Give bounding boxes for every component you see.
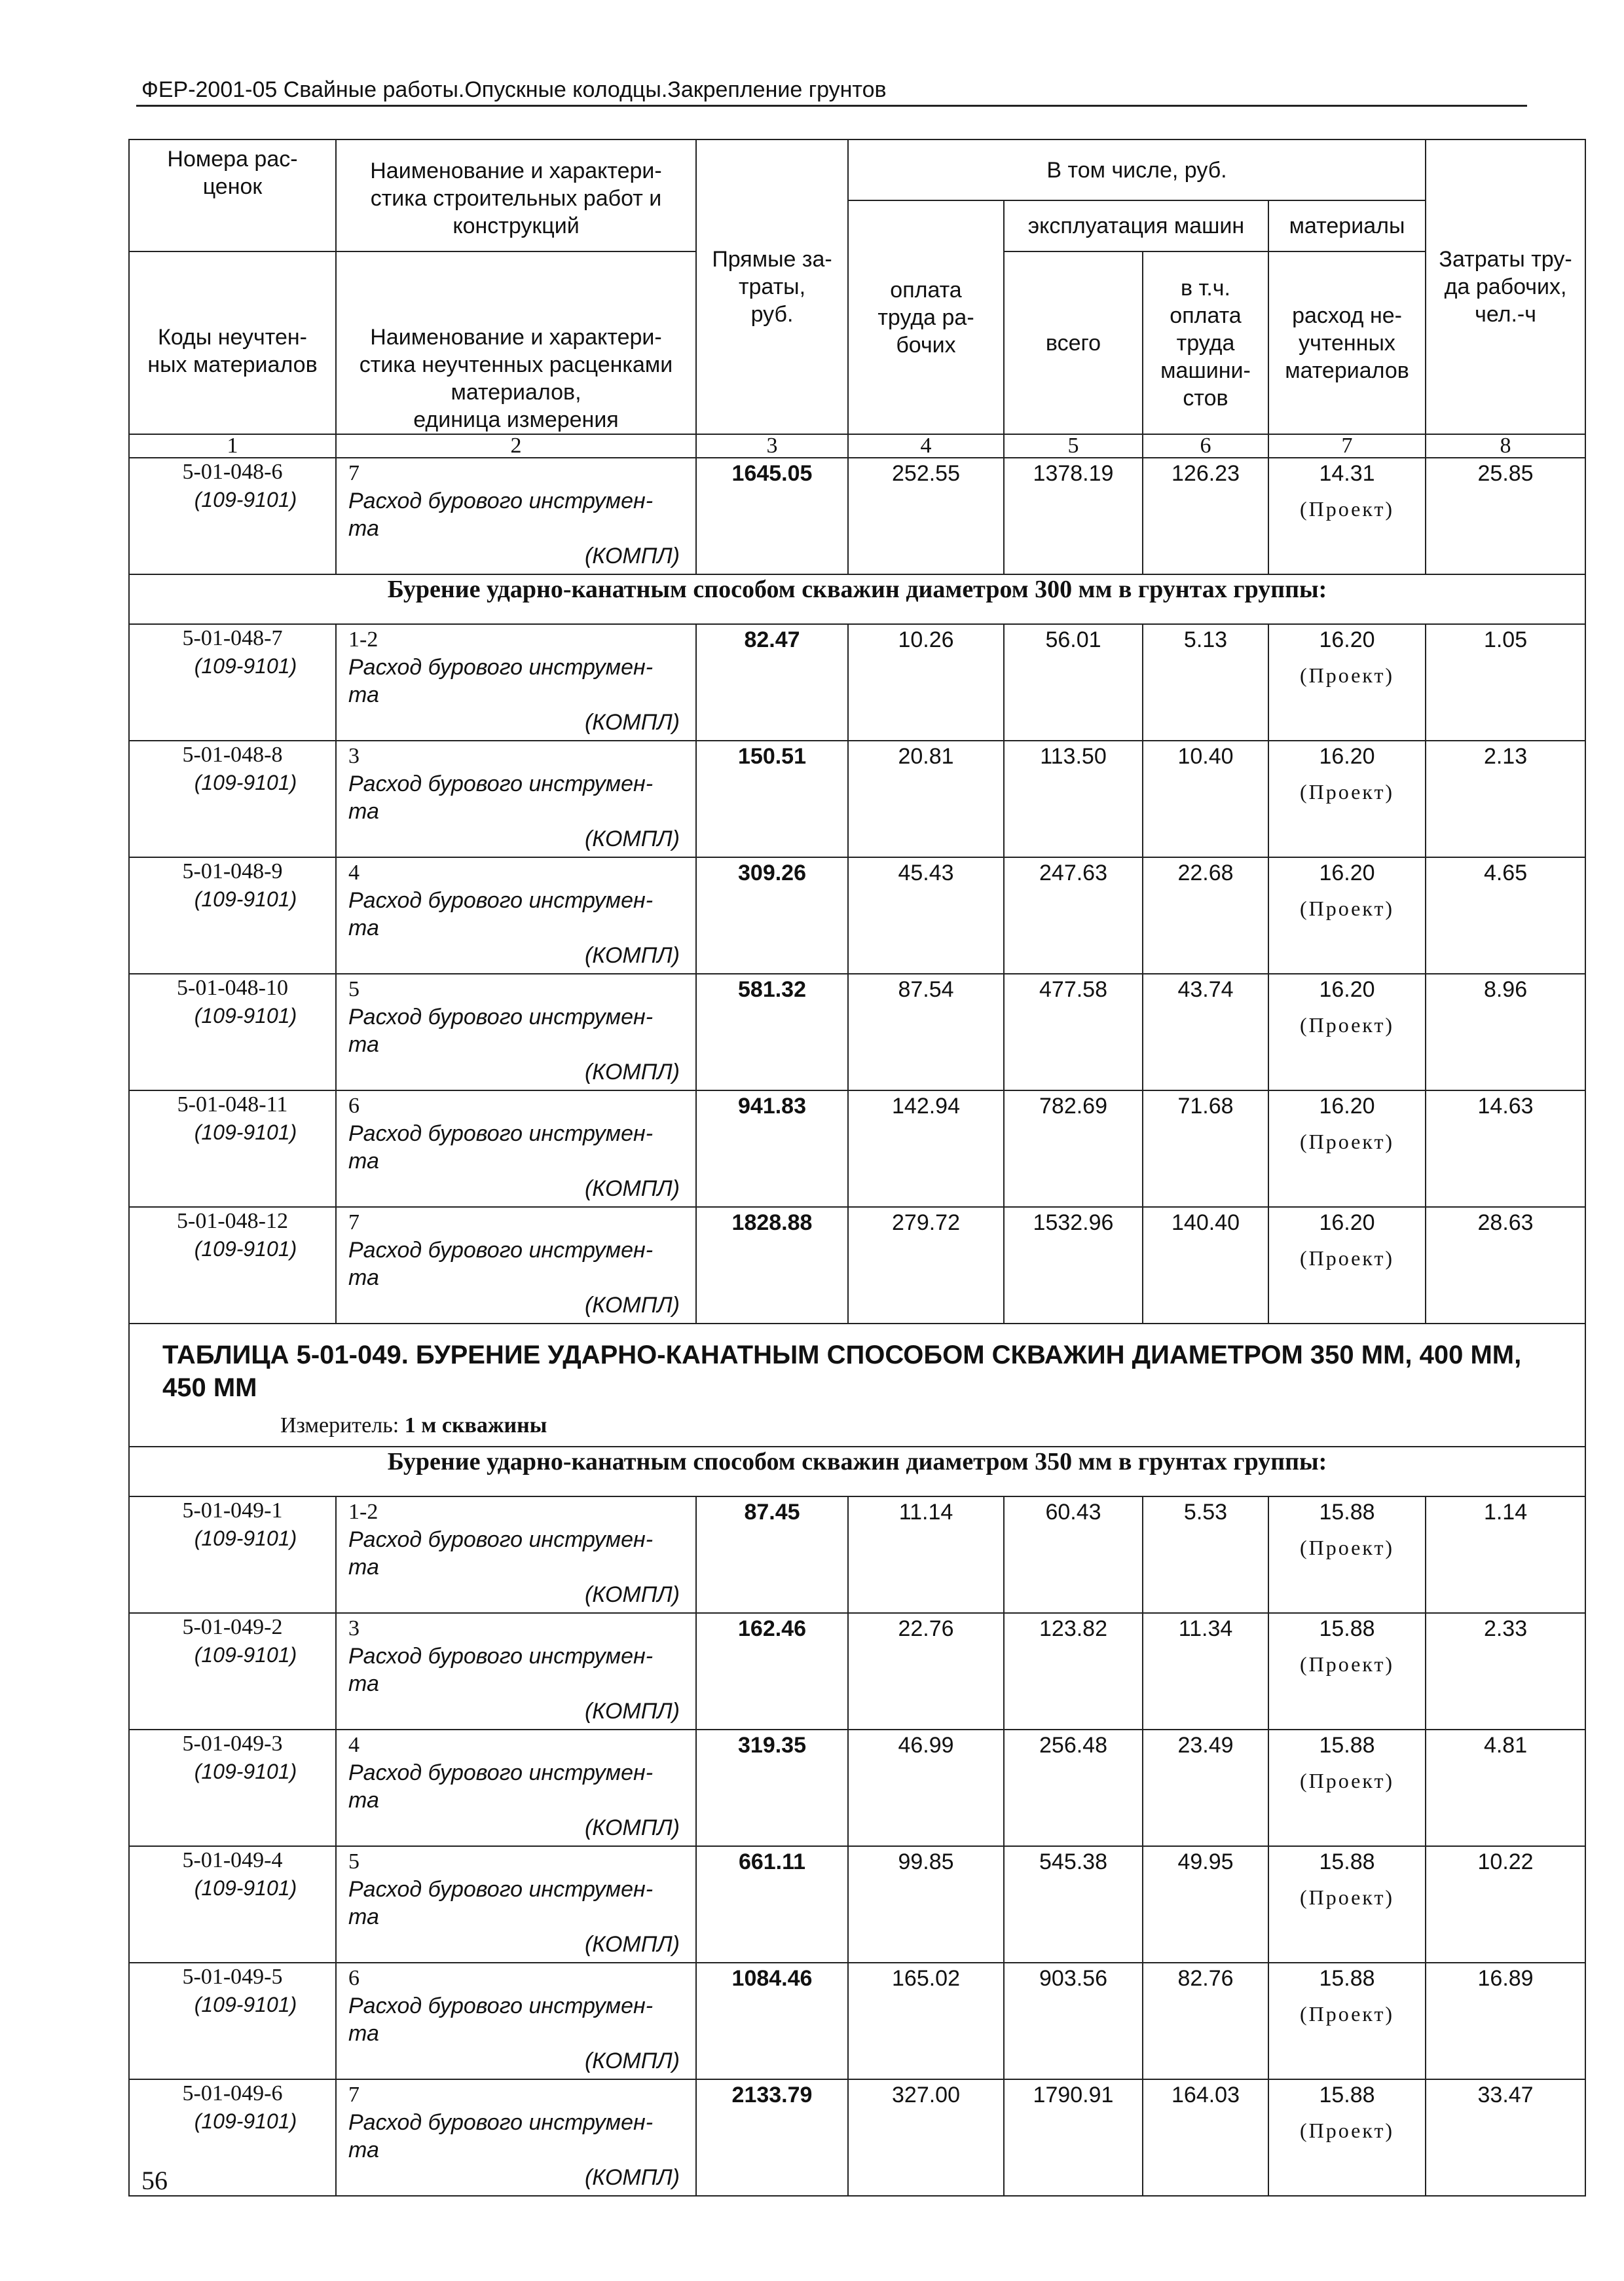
project-note: (Проект): [1299, 2002, 1395, 2026]
rate-code: 5-01-049-5: [182, 1965, 283, 1989]
material-name: Расход бурового инструмен- та: [348, 1760, 654, 1813]
rate-code: 5-01-048-7: [182, 626, 283, 650]
material-consumption-cell: [1268, 1090, 1426, 1207]
labor-pay: 279.72: [848, 1207, 1004, 1324]
material-code: (109-9101): [194, 1237, 297, 1261]
rate-description-cell: [336, 1846, 696, 1963]
material-code: (109-9101): [194, 1121, 297, 1144]
direct-costs: 87.45: [696, 1496, 848, 1613]
soil-group: 7: [348, 2083, 360, 2107]
soil-group: 5: [348, 1849, 360, 1874]
rate-row: [129, 741, 1585, 857]
material-code: (109-9101): [194, 654, 297, 678]
labor-pay: 22.76: [848, 1613, 1004, 1730]
machines-labor-pay: 11.34: [1143, 1613, 1268, 1730]
rate-code: 5-01-049-4: [182, 1848, 283, 1872]
material-name: Расход бурового инструмен- та: [348, 1644, 654, 1696]
project-note: (Проект): [1299, 1013, 1395, 1037]
table-title-cell: [129, 1324, 1585, 1447]
material-unit: (КОМПЛ): [584, 1932, 680, 1957]
material-consumption: 16.20: [1319, 744, 1375, 769]
material-consumption-cell: [1268, 1207, 1426, 1324]
material-code: (109-9101): [194, 1527, 297, 1550]
material-unit: (КОМПЛ): [584, 710, 680, 735]
table-title-row: [129, 1324, 1585, 1447]
machines-total: 903.56: [1004, 1963, 1143, 2079]
material-name: Расход бурового инструмен- та: [348, 888, 654, 940]
material-consumption: 16.20: [1319, 861, 1375, 885]
machines-total: 60.43: [1004, 1496, 1143, 1613]
labor-hours-header: Затраты тру- да рабочих, чел.-ч: [1426, 139, 1585, 434]
col2-header-top: Наименование и характери- стика строительных работ и конструкций: [336, 139, 696, 251]
project-note: (Проект): [1299, 1536, 1395, 1559]
rate-code: 5-01-048-9: [182, 859, 283, 883]
labor-pay-header: оплата труда ра- бочих: [848, 200, 1004, 434]
rate-code: 5-01-048-12: [177, 1209, 288, 1233]
col1-header-top-cont: [129, 200, 336, 251]
material-code: (109-9101): [194, 1993, 297, 2016]
material-code: (109-9101): [194, 488, 297, 511]
project-note: (Проект): [1299, 897, 1395, 920]
material-consumption: 15.88: [1319, 2083, 1375, 2107]
machines-labor-pay: 82.76: [1143, 1963, 1268, 2079]
material-consumption: 16.20: [1319, 627, 1375, 652]
labor-hours: 1.14: [1426, 1496, 1585, 1613]
labor-hours: 25.85: [1426, 458, 1585, 574]
machines-total: 247.63: [1004, 857, 1143, 974]
rate-code-cell: [129, 1613, 336, 1730]
rate-description-cell: [336, 2079, 696, 2196]
soil-group: 3: [348, 744, 360, 768]
soil-group: 1-2: [348, 627, 378, 652]
material-name: Расход бурового инструмен- та: [348, 1121, 654, 1174]
material-unit: (КОМПЛ): [584, 1582, 680, 1607]
material-consumption-cell: [1268, 624, 1426, 741]
rate-code: 5-01-049-2: [182, 1615, 283, 1639]
material-consumption: 16.20: [1319, 977, 1375, 1002]
material-consumption-cell: [1268, 741, 1426, 857]
machines-labor-pay: 22.68: [1143, 857, 1268, 974]
rate-code: 5-01-048-8: [182, 743, 283, 767]
rate-row: [129, 1846, 1585, 1963]
machines-total: 1378.19: [1004, 458, 1143, 574]
direct-costs: 309.26: [696, 857, 848, 974]
machines-total: 1790.91: [1004, 2079, 1143, 2196]
col2-header-bottom: [336, 251, 696, 324]
material-name: Расход бурового инструмен- та: [348, 771, 654, 824]
rate-description-cell: [336, 1090, 696, 1207]
soil-group: 7: [348, 1210, 360, 1234]
labor-pay: 99.85: [848, 1846, 1004, 1963]
material-consumption-cell: [1268, 2079, 1426, 2196]
labor-hours: 14.63: [1426, 1090, 1585, 1207]
header-rule: [136, 105, 1527, 107]
machines-header: эксплуатация машин: [1004, 200, 1268, 251]
measure-label: Измеритель:: [280, 1413, 399, 1437]
labor-pay: 142.94: [848, 1090, 1004, 1207]
rates-table: [128, 139, 1586, 2197]
column-number: 4: [848, 434, 1004, 458]
direct-costs: 2133.79: [696, 2079, 848, 2196]
direct-costs: 1084.46: [696, 1963, 848, 2079]
material-consumption: 15.88: [1319, 1849, 1375, 1874]
material-name: Расход бурового инструмен- та: [348, 2110, 654, 2162]
labor-pay: 46.99: [848, 1730, 1004, 1846]
machines-total: 782.69: [1004, 1090, 1143, 1207]
material-code: (109-9101): [194, 1643, 297, 1667]
material-consumption: 14.31: [1319, 461, 1375, 486]
soil-group: 6: [348, 1094, 360, 1118]
rate-code: 5-01-049-6: [182, 2081, 283, 2105]
rate-code-cell: [129, 1730, 336, 1846]
rate-description-cell: [336, 1496, 696, 1613]
rate-code-cell: [129, 1846, 336, 1963]
rate-row: [129, 1496, 1585, 1613]
labor-hours: 16.89: [1426, 1963, 1585, 2079]
machines-labor-pay: 23.49: [1143, 1730, 1268, 1846]
labor-hours: 1.05: [1426, 624, 1585, 741]
labor-hours: 28.63: [1426, 1207, 1585, 1324]
section-heading: Бурение ударно-канатным способом скважин диаметром 300 мм в грунтах группы:: [129, 574, 1585, 624]
material-code: (109-9101): [194, 887, 297, 911]
section-heading-row: [129, 574, 1585, 624]
machines-labor-pay: 43.74: [1143, 974, 1268, 1090]
project-note: (Проект): [1299, 1885, 1395, 1909]
rate-code: 5-01-048-11: [177, 1092, 288, 1117]
soil-group: 6: [348, 1966, 360, 1990]
material-name: Расход бурового инструмен- та: [348, 1877, 654, 1929]
table-body: [129, 139, 1585, 2196]
direct-costs: 319.35: [696, 1730, 848, 1846]
rate-row: [129, 1963, 1585, 2079]
labor-hours: 4.65: [1426, 857, 1585, 974]
section-heading-row: [129, 1447, 1585, 1496]
rate-code: 5-01-049-1: [182, 1498, 283, 1523]
rate-code-cell: [129, 974, 336, 1090]
material-consumption-cell: [1268, 1730, 1426, 1846]
machines-total-header: всего: [1004, 251, 1143, 434]
machines-labor-pay: 164.03: [1143, 2079, 1268, 2196]
material-consumption: 16.20: [1319, 1094, 1375, 1119]
project-note: (Проект): [1299, 780, 1395, 804]
page-number: 56: [141, 2166, 168, 2195]
material-consumption: 15.88: [1319, 1500, 1375, 1525]
column-number: 1: [129, 434, 336, 458]
direct-costs: 82.47: [696, 624, 848, 741]
material-unit: (КОМПЛ): [584, 544, 680, 568]
rate-row: [129, 1090, 1585, 1207]
material-name: Расход бурового инструмен- та: [348, 1527, 654, 1580]
rate-description-cell: [336, 974, 696, 1090]
machines-labor-pay: 5.53: [1143, 1496, 1268, 1613]
direct-costs: 661.11: [696, 1846, 848, 1963]
rate-row: [129, 857, 1585, 974]
project-note: (Проект): [1299, 2119, 1395, 2142]
column-number: 8: [1426, 434, 1585, 458]
column-number: 6: [1143, 434, 1268, 458]
rate-description-cell: [336, 1730, 696, 1846]
material-code: (109-9101): [194, 771, 297, 794]
machines-labor-pay: 49.95: [1143, 1846, 1268, 1963]
labor-pay: 87.54: [848, 974, 1004, 1090]
material-unit: (КОМПЛ): [584, 943, 680, 968]
col1-header-bottom: [129, 251, 336, 324]
machines-total: 545.38: [1004, 1846, 1143, 1963]
direct-costs: 1645.05: [696, 458, 848, 574]
labor-pay: 252.55: [848, 458, 1004, 574]
direct-costs-header: Прямые за- траты, руб.: [696, 139, 848, 434]
material-code: (109-9101): [194, 2109, 297, 2133]
direct-costs: 162.46: [696, 1613, 848, 1730]
rate-code: 5-01-048-6: [182, 460, 283, 484]
labor-hours: 33.47: [1426, 2079, 1585, 2196]
column-number: 3: [696, 434, 848, 458]
project-note: (Проект): [1299, 497, 1395, 521]
rate-code-cell: [129, 1496, 336, 1613]
rate-row: [129, 458, 1585, 574]
material-consumption: 15.88: [1319, 1966, 1375, 1991]
rate-code-cell: [129, 857, 336, 974]
rate-row: [129, 1613, 1585, 1730]
labor-hours: 4.81: [1426, 1730, 1585, 1846]
rate-description-cell: [336, 741, 696, 857]
material-consumption-cell: [1268, 1496, 1426, 1613]
labor-hours: 2.13: [1426, 741, 1585, 857]
material-consumption-cell: [1268, 1613, 1426, 1730]
rate-code-cell: [129, 741, 336, 857]
material-name: Расход бурового инструмен- та: [348, 1994, 654, 2046]
material-code: (109-9101): [194, 1760, 297, 1783]
header-row-1: [129, 139, 1585, 200]
direct-costs: 581.32: [696, 974, 848, 1090]
soil-group: 4: [348, 861, 360, 885]
material-name: Расход бурового инструмен- та: [348, 489, 654, 541]
rate-row: [129, 2079, 1585, 2196]
rate-description-cell: [336, 624, 696, 741]
column-number: 2: [336, 434, 696, 458]
column-numbers-row: [129, 434, 1585, 458]
machines-total: 1532.96: [1004, 1207, 1143, 1324]
project-note: (Проект): [1299, 1246, 1395, 1270]
machines-labor-pay: 140.40: [1143, 1207, 1268, 1324]
material-unit: (КОМПЛ): [584, 1060, 680, 1085]
rate-description-cell: [336, 1613, 696, 1730]
materials-header: материалы: [1268, 200, 1426, 251]
measure-value: 1 м скважины: [404, 1413, 547, 1437]
material-consumption-cell: [1268, 974, 1426, 1090]
material-codes-header: Коды неучтен- ных материалов: [129, 324, 336, 434]
material-name: Расход бурового инструмен- та: [348, 655, 654, 707]
labor-pay: 10.26: [848, 624, 1004, 741]
material-names-header: Наименование и характери- стика неучтенных расценками материалов, единица измерения: [336, 324, 696, 434]
section-heading: Бурение ударно-канатным способом скважин диаметром 350 мм в грунтах группы:: [129, 1447, 1585, 1496]
rate-row: [129, 974, 1585, 1090]
material-unit: (КОМПЛ): [584, 826, 680, 851]
machines-labor-pay: 71.68: [1143, 1090, 1268, 1207]
machines-labor-pay: 5.13: [1143, 624, 1268, 741]
labor-pay: 45.43: [848, 857, 1004, 974]
project-note: (Проект): [1299, 663, 1395, 687]
soil-group: 4: [348, 1733, 360, 1757]
soil-group: 5: [348, 977, 360, 1001]
machines-labor-header: в т.ч. оплата труда машини- стов: [1143, 251, 1268, 434]
included-header: В том числе, руб.: [848, 139, 1426, 200]
rate-description-cell: [336, 857, 696, 974]
rate-code: 5-01-049-3: [182, 1732, 283, 1756]
machines-labor-pay: 126.23: [1143, 458, 1268, 574]
machines-labor-pay: 10.40: [1143, 741, 1268, 857]
material-consumption: 15.88: [1319, 1616, 1375, 1641]
project-note: (Проект): [1299, 1130, 1395, 1153]
material-name: Расход бурового инструмен- та: [348, 1238, 654, 1290]
material-consumption-cell: [1268, 1963, 1426, 2079]
machines-total: 113.50: [1004, 741, 1143, 857]
machines-total: 477.58: [1004, 974, 1143, 1090]
column-number: 5: [1004, 434, 1143, 458]
material-unit: (КОМПЛ): [584, 1176, 680, 1201]
measure-line: [162, 1413, 1572, 1438]
labor-hours: 10.22: [1426, 1846, 1585, 1963]
labor-pay: 20.81: [848, 741, 1004, 857]
machines-total: 56.01: [1004, 624, 1143, 741]
materials-sub-header: расход не- учтенных материалов: [1268, 251, 1426, 434]
rate-code-cell: [129, 624, 336, 741]
material-unit: (КОМПЛ): [584, 2165, 680, 2190]
material-consumption-cell: [1268, 857, 1426, 974]
rate-description-cell: [336, 1963, 696, 2079]
project-note: (Проект): [1299, 1652, 1395, 1676]
rate-code-cell: [129, 1963, 336, 2079]
soil-group: 7: [348, 461, 360, 485]
rate-code-cell: [129, 1207, 336, 1324]
machines-total: 123.82: [1004, 1613, 1143, 1730]
labor-hours: 8.96: [1426, 974, 1585, 1090]
labor-hours: 2.33: [1426, 1613, 1585, 1730]
direct-costs: 150.51: [696, 741, 848, 857]
running-title: ФЕР-2001-05 Свайные работы.Опускные колодцы.Закрепление грунтов: [141, 77, 887, 102]
rate-code-cell: [129, 458, 336, 574]
labor-pay: 165.02: [848, 1963, 1004, 2079]
rate-description-cell: [336, 1207, 696, 1324]
material-consumption-cell: [1268, 1846, 1426, 1963]
project-note: (Проект): [1299, 1769, 1395, 1792]
material-unit: (КОМПЛ): [584, 2049, 680, 2073]
rate-row: [129, 624, 1585, 741]
labor-pay: 327.00: [848, 2079, 1004, 2196]
material-code: (109-9101): [194, 1876, 297, 1900]
material-unit: (КОМПЛ): [584, 1815, 680, 1840]
soil-group: 3: [348, 1616, 360, 1641]
rate-row: [129, 1207, 1585, 1324]
material-consumption: 16.20: [1319, 1210, 1375, 1235]
machines-total: 256.48: [1004, 1730, 1143, 1846]
rate-code-cell: [129, 1090, 336, 1207]
material-code: (109-9101): [194, 1004, 297, 1028]
column-number: 7: [1268, 434, 1426, 458]
soil-group: 1-2: [348, 1500, 378, 1524]
direct-costs: 1828.88: [696, 1207, 848, 1324]
material-name: Расход бурового инструмен- та: [348, 1005, 654, 1057]
table-title: ТАБЛИЦА 5-01-049. БУРЕНИЕ УДАРНО-КАНАТНЫМ СПОСОБОМ СКВАЖИН ДИАМЕТРОМ 350 ММ, 400 ММ, 450 ММ: [162, 1341, 1522, 1402]
material-unit: (КОМПЛ): [584, 1699, 680, 1724]
col1-header-top: Номера рас- ценок: [129, 139, 336, 200]
rate-code: 5-01-048-10: [177, 976, 288, 1000]
material-consumption-cell: [1268, 458, 1426, 574]
material-unit: (КОМПЛ): [584, 1293, 680, 1318]
rate-description-cell: [336, 458, 696, 574]
rate-row: [129, 1730, 1585, 1846]
direct-costs: 941.83: [696, 1090, 848, 1207]
material-consumption: 15.88: [1319, 1733, 1375, 1758]
labor-pay: 11.14: [848, 1496, 1004, 1613]
